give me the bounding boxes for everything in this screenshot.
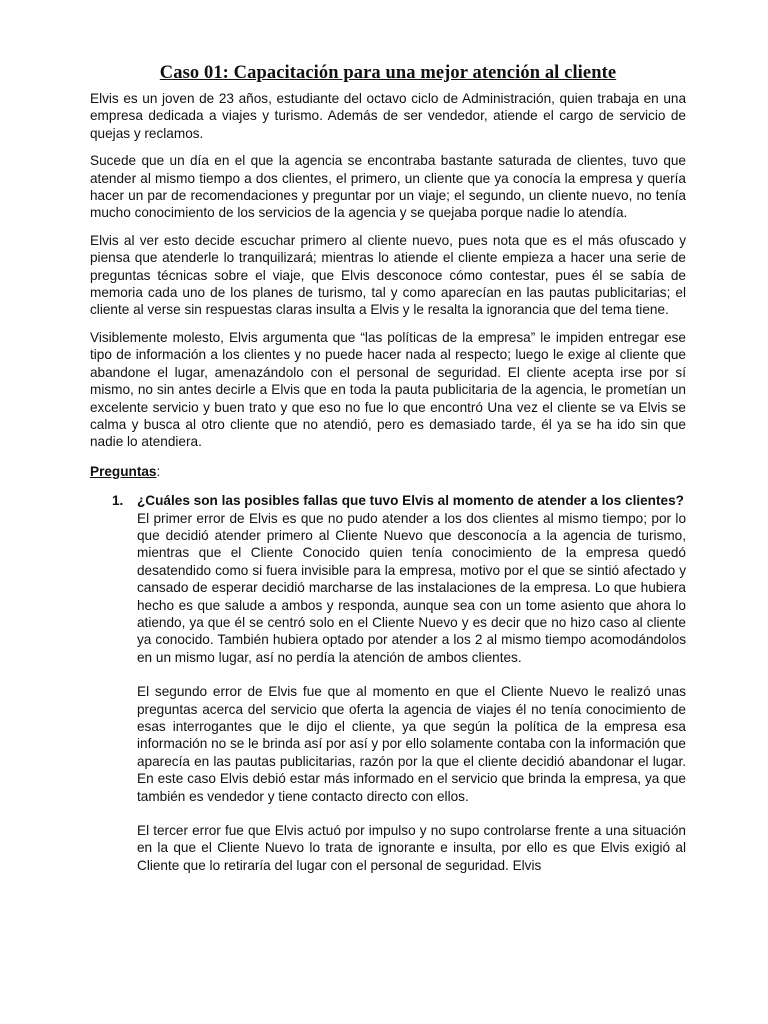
questions-heading [90, 463, 686, 480]
answer-paragraph-second-error: El segundo error de Elvis fue que al momento en que el Cliente Nuevo le realizó unas preguntas acerca del servicio que oferta la agencia de viajes él no tenía conocimiento de esas interrogantes que le dijo el cliente, ya que según la política de la empresa esa información no se le brinda así por así y por ello solamente contaba con la información que aparecía en las pautas publicitarias, razón por la que el cliente decidió abandonar el lugar. En este caso Elvis debió estar más informado en el servicio que brinda la empresa, ya que también es vendedor y tiene contacto directo con ellos. [137, 684, 686, 804]
paragraph-situation: Sucede que un día en el que la agencia se encontraba bastante saturada de clientes, tuvo que atender al mismo tiempo a dos clientes, el primero, un cliente que ya conocía la empresa y quería hacer un par de recomendaciones y preguntar por un viaje; el segundo, un cliente nuevo, no tenía mucho conocimiento de los servicios de la agencia y se quejaba porque nadie lo atendía. [90, 153, 686, 221]
paragraph-outcome: Visiblemente molesto, Elvis argumenta que “las políticas de la empresa” le impiden entregar ese tipo de información a los clientes y no puede hacer nada al respecto; luego le exige al cliente que abandone el lugar, amenazándolo con el personal de seguridad. El cliente acepta irse por sí mismo, no sin antes decirle a Elvis que en toda la pauta publicitaria de la agencia, le prometían un excelente servicio y buen trato y que eso no fue lo que encontró Una vez el cliente se va Elvis se calma y busca al otro cliente que no atendió, pero es demasiado tarde, él ya se ha ido sin que nadie lo atendiera. [90, 329, 686, 450]
questions-colon: : [156, 463, 161, 479]
answer-paragraph-third-error: El tercer error fue que Elvis actuó por impulso y no supo controlarse frente a una situación en la que el Cliente Nuevo lo trata de ignorante e insulta, por ello es que Elvis exigió al Cliente que lo retiraría del lugar con el personal de seguridad. Elvis [137, 823, 686, 873]
questions-label: Preguntas [90, 463, 157, 479]
question-item [90, 492, 686, 874]
paragraph-interaction: Elvis al ver esto decide escuchar primero al cliente nuevo, pues nota que es el más ofuscado y piensa que atenderle lo tranquilizará; mientras lo atiende el cliente empieza a hacer una serie de preguntas técnicas sobre el viaje, que Elvis desconoce cómo contestar, pues él se sabía de memoria cada uno de los planes de turismo, tal y como aparecían en las pautas publicitarias; el cliente al verse sin respuestas claras insulta a Elvis y le resalta la ignorancia que del tema tiene. [90, 232, 686, 318]
question-number: 1. [112, 493, 124, 509]
paragraph-intro: Elvis es un joven de 23 años, estudiante del octavo ciclo de Administración, quien trabaja en una empresa dedicada a viajes y turismo. Además de ser vendedor, atiende el cargo de servicio de quejas y reclamos. [90, 91, 686, 141]
answer-paragraph-first-error: El primer error de Elvis es que no pudo atender a los dos clientes al mismo tiempo; por lo que decidió atender primero al Cliente Nuevo que desconocía a la agencia de turismo, mientras que el Cliente Conocido quien tenía conocimiento de la empresa quedó desatendido como si fuera invisible para la empresa, motivo por el que se sintió afectado y cansado de esperar decidió marcharse de las instalaciones de la empresa. Lo que hubiera hecho es que salude a ambos y responda, aunque sea con un tome asiento que ahora lo atiendo, ya que él se centró solo en el Cliente Nuevo y es decir que no hizo caso al cliente ya conocido. También hubiera optado por atender a los 2 al mismo tiempo acomodándolos en un mismo lugar, así no perdía la atención de ambos clientes. [137, 510, 686, 665]
question-text: ¿Cuáles son las posibles fallas que tuvo Elvis al momento de atender a los clientes? [137, 493, 684, 509]
document-title: Caso 01: Capacitación para una mejor atención al cliente [159, 63, 617, 83]
